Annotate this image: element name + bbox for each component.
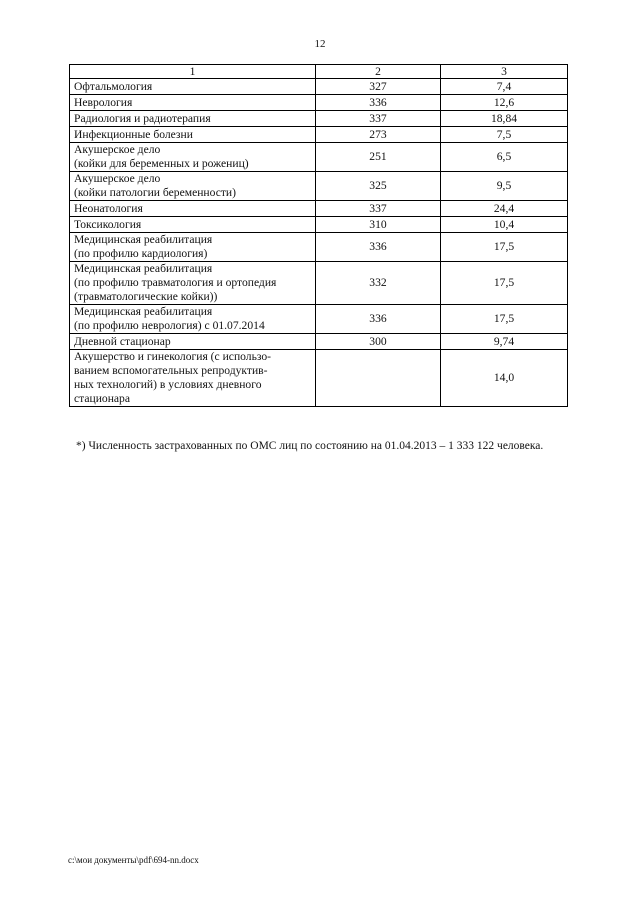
value-cell-col2: 332 (316, 262, 441, 305)
row-name-line: Акушерское дело (74, 172, 161, 185)
column-header: 3 (441, 65, 568, 79)
value-cell-col3: 6,5 (441, 143, 568, 172)
tariff-table (69, 64, 568, 407)
row-name-line: Радиология и радиотерапия (74, 111, 211, 125)
row-name-cell (70, 334, 316, 350)
value-cell-col3: 17,5 (441, 233, 568, 262)
value-cell-col3: 24,4 (441, 201, 568, 217)
row-name-cell (70, 111, 316, 127)
row-name-cell (70, 127, 316, 143)
value-cell-col2: 310 (316, 217, 441, 233)
row-name-cell (70, 79, 316, 95)
value-cell-col3: 17,5 (441, 262, 568, 305)
row-name-line: Акушерское дело (74, 143, 161, 156)
row-name-cell (70, 172, 316, 201)
row-name-line: (травматологические койки)) (74, 290, 218, 303)
row-name-cell (70, 262, 316, 305)
row-name-cell (70, 233, 316, 262)
row-name-line: Неонатология (74, 201, 143, 215)
row-name-line: Офтальмология (74, 79, 153, 93)
row-name-line: (койки для беременных и рожениц) (74, 157, 249, 170)
row-name-line: Токсикология (74, 217, 142, 231)
row-name-line: ных технологий) в условиях дневного (74, 378, 262, 391)
value-cell-col2: 325 (316, 172, 441, 201)
table-row (70, 111, 568, 127)
value-cell-col2: 327 (316, 79, 441, 95)
row-name-line: (по профилю кардиология) (74, 247, 208, 260)
table-row (70, 334, 568, 350)
value-cell-col3: 12,6 (441, 95, 568, 111)
value-cell-col2: 251 (316, 143, 441, 172)
value-cell-col3: 7,4 (441, 79, 568, 95)
column-header: 1 (70, 65, 316, 79)
table-row (70, 143, 568, 172)
value-cell-col3: 18,84 (441, 111, 568, 127)
row-name-cell (70, 350, 316, 407)
table-row (70, 95, 568, 111)
value-cell-col3: 9,74 (441, 334, 568, 350)
row-name-cell (70, 201, 316, 217)
value-cell-col3: 10,4 (441, 217, 568, 233)
row-name-line: Медицинская реабилитация (74, 262, 213, 275)
table-row (70, 262, 568, 305)
value-cell-col2: 300 (316, 334, 441, 350)
value-cell-col2 (316, 350, 441, 407)
table-row (70, 305, 568, 334)
row-name-line: Инфекционные болезни (74, 127, 193, 141)
table-row (70, 233, 568, 262)
row-name-line: (койки патологии беременности) (74, 186, 236, 199)
table-row (70, 201, 568, 217)
value-cell-col2: 337 (316, 111, 441, 127)
value-cell-col2: 337 (316, 201, 441, 217)
table-header-row (70, 65, 568, 79)
file-path: c:\мои документы\pdf\694-nn.docx (68, 855, 199, 865)
value-cell-col3: 14,0 (441, 350, 568, 407)
row-name-cell (70, 305, 316, 334)
value-cell-col3: 17,5 (441, 305, 568, 334)
row-name-line: ванием вспомогательных репродуктив- (74, 364, 268, 377)
row-name-line: (по профилю травматология и ортопедия (74, 276, 277, 289)
value-cell-col2: 273 (316, 127, 441, 143)
table-row (70, 172, 568, 201)
row-name-line: Медицинская реабилитация (74, 305, 213, 318)
table-row (70, 79, 568, 95)
row-name-cell (70, 143, 316, 172)
row-name-line: Медицинская реабилитация (74, 233, 213, 246)
row-name-cell (70, 95, 316, 111)
page-number: 12 (314, 38, 326, 50)
row-name-cell (70, 217, 316, 233)
table-row (70, 127, 568, 143)
table-row (70, 217, 568, 233)
row-name-line: (по профилю неврология) с 01.07.2014 (74, 319, 265, 332)
value-cell-col2: 336 (316, 305, 441, 334)
row-name-line: стационара (74, 392, 130, 405)
footnote: *) Численность застрахованных по ОМС лиц по состоянию на 01.04.2013 – 1 333 122 человека. (76, 440, 544, 452)
value-cell-col2: 336 (316, 233, 441, 262)
row-name-line: Акушерство и гинекология (с использо- (74, 350, 272, 363)
column-header: 2 (316, 65, 441, 79)
value-cell-col2: 336 (316, 95, 441, 111)
value-cell-col3: 7,5 (441, 127, 568, 143)
row-name-line: Дневной стационар (74, 334, 171, 348)
row-name-line: Неврология (74, 95, 133, 109)
value-cell-col3: 9,5 (441, 172, 568, 201)
table-row (70, 350, 568, 407)
